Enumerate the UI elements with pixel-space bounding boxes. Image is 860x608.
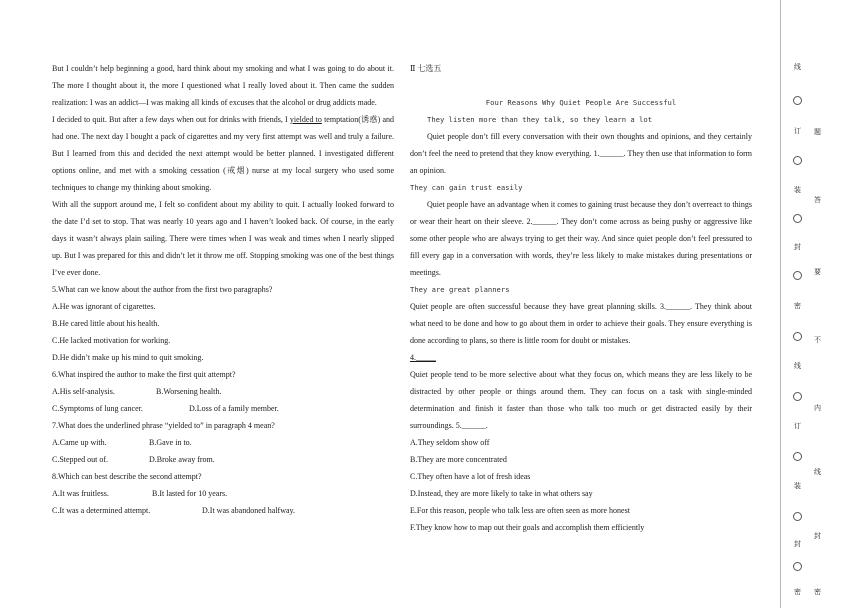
gutter-char: 订	[794, 127, 801, 135]
gutter-notice-char: 答	[814, 196, 821, 204]
q7-option-d: D.Broke away from.	[149, 455, 215, 464]
passage-paragraph-2	[52, 111, 394, 196]
gutter-notice-char: 线	[814, 468, 821, 476]
underlined-phrase: yielded to	[289, 115, 322, 124]
option-b: B.They are more concentrated	[410, 455, 507, 464]
binding-hole-circle	[793, 512, 802, 521]
gutter-char: 密	[794, 302, 801, 310]
gutter-notice-char: 封	[814, 532, 821, 540]
binding-hole-circle	[793, 332, 802, 341]
q7-option-a: A.Came up with.	[52, 438, 107, 447]
binding-hole-circle	[793, 562, 802, 571]
gutter-char: 封	[794, 540, 801, 548]
q6-options-row-2	[52, 400, 394, 417]
q7-options-row-1	[52, 434, 394, 451]
q8-options-row-1	[52, 485, 394, 502]
binding-hole-circle	[793, 96, 802, 105]
binding-gutter	[768, 0, 860, 608]
passage-paragraph-1: Quiet people don’t fill every conversation with their own thoughts and opinions, and they certainly don’t feel the need to pretend that they know everything. 1.______. They then use that information to form an opinion.	[410, 132, 752, 175]
gutter-char: 装	[794, 186, 801, 194]
subheading-2: They can gain trust easily	[410, 183, 523, 192]
passage-paragraph-2: Quiet people have an advantage when it comes to gaining trust because they don’t overreact to things or wear their heart on their sleeve. 2.______. They don’t come across as being pushy or aggressive like some other people who are always trying to get their way. And since quiet people don’t feel pressured to fill every gap in a conversation with words, they’re less likely to make mistakes during presentations or meetings.	[410, 200, 752, 277]
passage-title: Four Reasons Why Quiet People Are Successful	[485, 98, 677, 107]
binding-hole-circle	[793, 392, 802, 401]
option-a: A.They seldom show off	[410, 438, 490, 447]
passage-paragraph-4: Quiet people tend to be more selective about what they focus on, which means they are less likely to be distracted by other people or things around them. They can focus on a task with single-minded determination and finish it faster than those who talk too much or get distracted easily by their surroundings. 5.______.	[410, 370, 752, 430]
left-column	[52, 60, 394, 519]
gutter-notice-char: 题	[814, 128, 821, 136]
binding-hole-circle	[793, 452, 802, 461]
blank-4: 4._____	[410, 353, 436, 362]
gutter-notice-char: 内	[814, 404, 821, 412]
question-6: 6.What inspired the author to make the first quit attempt?	[52, 370, 236, 379]
gutter-char: 装	[794, 482, 801, 490]
q8-option-b: B.It lasted for 10 years.	[152, 489, 228, 498]
q8-option-d: D.It was abandoned halfway.	[202, 506, 296, 515]
q7-options-row-2	[52, 451, 394, 468]
q5-option-b: B.He cared little about his health.	[52, 319, 160, 328]
q5-option-a: A.He was ignorant of cigarettes.	[52, 302, 156, 311]
q7-option-b: B.Gave in to.	[149, 438, 192, 447]
q8-option-c: C.It was a determined attempt.	[52, 506, 151, 515]
passage-paragraph-1: But I couldn’t help beginning a good, hard think about my smoking and what I was going to do about it. The more I thought about it, the more I questioned what I really loved about it. Then came the sudden realization: I was an addict—I was making all kinds of excuses that the alcohol or drug addicts made.	[52, 64, 394, 107]
q6-option-b: B.Worsening health.	[156, 387, 222, 396]
q8-option-a: A.It was fruitless.	[52, 489, 109, 498]
q8-options-row-2	[52, 502, 394, 519]
section-heading: Ⅱ 七选五	[410, 64, 442, 73]
question-5: 5.What can we know about the author from the first two paragraphs?	[52, 285, 273, 294]
passage-paragraph-3: Quiet people are often successful because they have great planning skills. 3.______. They think about what need to be done and how to go about them in order to achieve their goals. They ensure everything is done according to plans, so there is little room for doubt or mistakes.	[410, 302, 752, 345]
option-f: F.They know how to map out their goals and accomplish them efficiently	[410, 523, 645, 532]
gutter-char: 订	[794, 422, 801, 430]
right-column	[410, 60, 752, 536]
option-e: E.For this reason, people who talk less are often seen as more honest	[410, 506, 630, 515]
option-d: D.Instead, they are more likely to take in what others say	[410, 489, 593, 498]
gutter-notice-char: 密	[814, 588, 821, 596]
paragraph-text: temptation(诱惑) and had one. The next day I bought a pack of cigarettes and my very first attempt was well and truly a failure. But I learned from this and decided the next attempt would be better planned. I investigated different options online, and met with a smoking cessation (戒烟) nurse at my local surgery who used some techniques to change my thinking about smoking.	[52, 115, 394, 192]
q6-option-c: C.Symptoms of lung cancer.	[52, 404, 143, 413]
gutter-char: 密	[794, 588, 801, 596]
q7-option-c: C.Stepped out of.	[52, 455, 108, 464]
subheading-1: They listen more than they talk, so they learn a lot	[427, 115, 653, 124]
spacer	[410, 77, 752, 94]
binding-hole-circle	[793, 214, 802, 223]
paragraph-text: I decided to quit. But after a few days when out for drinks with friends, I	[52, 115, 290, 124]
q5-option-d: D.He didn’t make up his mind to quit smoking.	[52, 353, 204, 362]
q6-options-row-1	[52, 383, 394, 400]
gutter-char: 线	[794, 63, 801, 71]
q6-option-a: A.His self-analysis.	[52, 387, 115, 396]
option-c: C.They often have a lot of fresh ideas	[410, 472, 531, 481]
gutter-char: 线	[794, 362, 801, 370]
binding-hole-circle	[793, 156, 802, 165]
q6-option-d: D.Loss of a family member.	[189, 404, 279, 413]
q5-option-c: C.He lacked motivation for working.	[52, 336, 171, 345]
gutter-notice-char: 要	[814, 268, 821, 276]
question-7: 7.What does the underlined phrase “yielded to” in paragraph 4 mean?	[52, 421, 275, 430]
subheading-3: They are great planners	[410, 285, 510, 294]
question-8: 8.Which can best describe the second attempt?	[52, 472, 202, 481]
passage-paragraph-3: With all the support around me, I felt so confident about my ability to quit. I actually looked forward to the date I’d set to stop. That was nearly 10 years ago and I haven’t looked back. Of course, in the early days it wasn’t always plain sailing. There were times when I was weak and times when I nearly slipped up. But I was prepared for this and didn’t let it throw me off. Stopping smoking was one of the best things I’ve ever done.	[52, 200, 394, 277]
gutter-char: 封	[794, 243, 801, 251]
binding-line	[780, 0, 781, 608]
gutter-notice-char: 不	[814, 336, 821, 344]
binding-hole-circle	[793, 271, 802, 280]
